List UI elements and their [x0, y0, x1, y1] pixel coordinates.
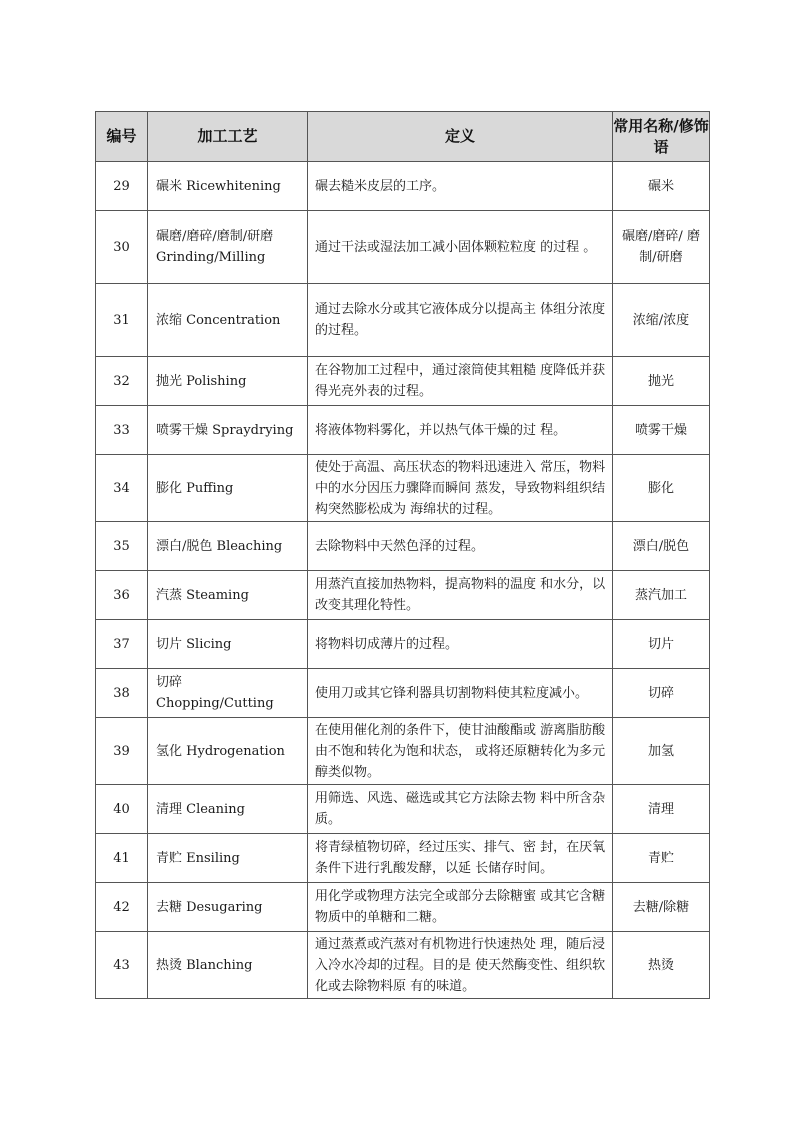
cell-definition: 使处于高温、高压状态的物料迅速进入 常压，物料中的水分因压力骤降而瞬间 蒸发，导致物料组织结构突然膨松成为 海绵状的过程。	[308, 455, 613, 522]
cell-process: 抛光 Polishing	[148, 357, 308, 406]
cell-number: 42	[96, 883, 148, 932]
cell-common-name: 切碎	[613, 669, 710, 718]
cell-definition: 使用刀或其它锋利器具切割物料使其粒度减小。	[308, 669, 613, 718]
cell-number: 40	[96, 785, 148, 834]
cell-process: 清理 Cleaning	[148, 785, 308, 834]
cell-common-name: 浓缩/浓度	[613, 284, 710, 357]
cell-definition: 在谷物加工过程中，通过滚筒使其粗糙 度降低并获得光亮外表的过程。	[308, 357, 613, 406]
cell-process: 热烫 Blanching	[148, 932, 308, 999]
cell-definition: 去除物料中天然色泽的过程。	[308, 522, 613, 571]
cell-common-name: 碾磨/磨碎/ 磨制/研磨	[613, 211, 710, 284]
cell-number: 37	[96, 620, 148, 669]
cell-definition: 通过蒸煮或汽蒸对有机物进行快速热处 理，随后浸入冷水冷却的过程。目的是 使天然酶变性、组织软化或去除物料原 有的味道。	[308, 932, 613, 999]
cell-number: 36	[96, 571, 148, 620]
cell-definition: 用筛选、风选、磁选或其它方法除去物 料中所含杂质。	[308, 785, 613, 834]
table-row	[96, 455, 710, 522]
cell-common-name: 漂白/脱色	[613, 522, 710, 571]
cell-common-name: 蒸汽加工	[613, 571, 710, 620]
cell-definition: 将青绿植物切碎，经过压实、排气、密 封，在厌氧条件下进行乳酸发酵，以延 长储存时间。	[308, 834, 613, 883]
table-row	[96, 571, 710, 620]
table-row	[96, 932, 710, 999]
cell-definition: 将液体物料雾化，并以热气体干燥的过 程。	[308, 406, 613, 455]
cell-common-name: 碾米	[613, 162, 710, 211]
cell-process: 碾磨/磨碎/磨制/研磨 Grinding/Milling	[148, 211, 308, 284]
header-definition: 定义	[308, 112, 613, 162]
cell-definition: 通过去除水分或其它液体成分以提高主 体组分浓度的过程。	[308, 284, 613, 357]
cell-process: 切片 Slicing	[148, 620, 308, 669]
cell-common-name: 加氢	[613, 718, 710, 785]
cell-number: 38	[96, 669, 148, 718]
cell-definition: 用蒸汽直接加热物料，提高物料的温度 和水分，以改变其理化特性。	[308, 571, 613, 620]
cell-process: 浓缩 Concentration	[148, 284, 308, 357]
cell-process: 切碎 Chopping/Cutting	[148, 669, 308, 718]
cell-number: 41	[96, 834, 148, 883]
cell-number: 32	[96, 357, 148, 406]
table-row	[96, 406, 710, 455]
cell-process: 膨化 Puffing	[148, 455, 308, 522]
cell-number: 31	[96, 284, 148, 357]
table-row	[96, 669, 710, 718]
table-row	[96, 620, 710, 669]
table-row	[96, 211, 710, 284]
cell-common-name: 去糖/除糖	[613, 883, 710, 932]
table-header-row	[96, 112, 710, 162]
table-row	[96, 883, 710, 932]
cell-number: 29	[96, 162, 148, 211]
cell-process: 去糖 Desugaring	[148, 883, 308, 932]
table-row	[96, 718, 710, 785]
table-row	[96, 284, 710, 357]
cell-definition: 将物料切成薄片的过程。	[308, 620, 613, 669]
header-number: 编号	[96, 112, 148, 162]
cell-definition: 碾去糙米皮层的工序。	[308, 162, 613, 211]
cell-common-name: 抛光	[613, 357, 710, 406]
table-row	[96, 785, 710, 834]
cell-number: 33	[96, 406, 148, 455]
cell-definition: 通过干法或湿法加工减小固体颗粒粒度 的过程 。	[308, 211, 613, 284]
cell-process: 青贮 Ensiling	[148, 834, 308, 883]
cell-process: 喷雾干燥 Spraydrying	[148, 406, 308, 455]
table-body	[96, 162, 710, 999]
cell-process: 漂白/脱色 Bleaching	[148, 522, 308, 571]
table-row	[96, 162, 710, 211]
cell-common-name: 膨化	[613, 455, 710, 522]
cell-process: 氢化 Hydrogenation	[148, 718, 308, 785]
cell-number: 43	[96, 932, 148, 999]
cell-definition: 用化学或物理方法完全或部分去除糖蜜 或其它含糖物质中的单糖和二糖。	[308, 883, 613, 932]
cell-common-name: 切片	[613, 620, 710, 669]
cell-process: 汽蒸 Steaming	[148, 571, 308, 620]
cell-common-name: 喷雾干燥	[613, 406, 710, 455]
cell-number: 39	[96, 718, 148, 785]
header-common-name: 常用名称/修饰语	[613, 112, 710, 162]
cell-definition: 在使用催化剂的条件下，使甘油酸酯或 游离脂肪酸由不饱和转化为饱和状态， 或将还原糖转化为多元醇类似物。	[308, 718, 613, 785]
cell-number: 34	[96, 455, 148, 522]
header-process: 加工工艺	[148, 112, 308, 162]
cell-number: 30	[96, 211, 148, 284]
cell-common-name: 青贮	[613, 834, 710, 883]
cell-process: 碾米 Ricewhitening	[148, 162, 308, 211]
table-row	[96, 834, 710, 883]
process-definition-table	[95, 111, 710, 999]
table-row	[96, 522, 710, 571]
cell-common-name: 清理	[613, 785, 710, 834]
cell-common-name: 热烫	[613, 932, 710, 999]
cell-number: 35	[96, 522, 148, 571]
table-row	[96, 357, 710, 406]
